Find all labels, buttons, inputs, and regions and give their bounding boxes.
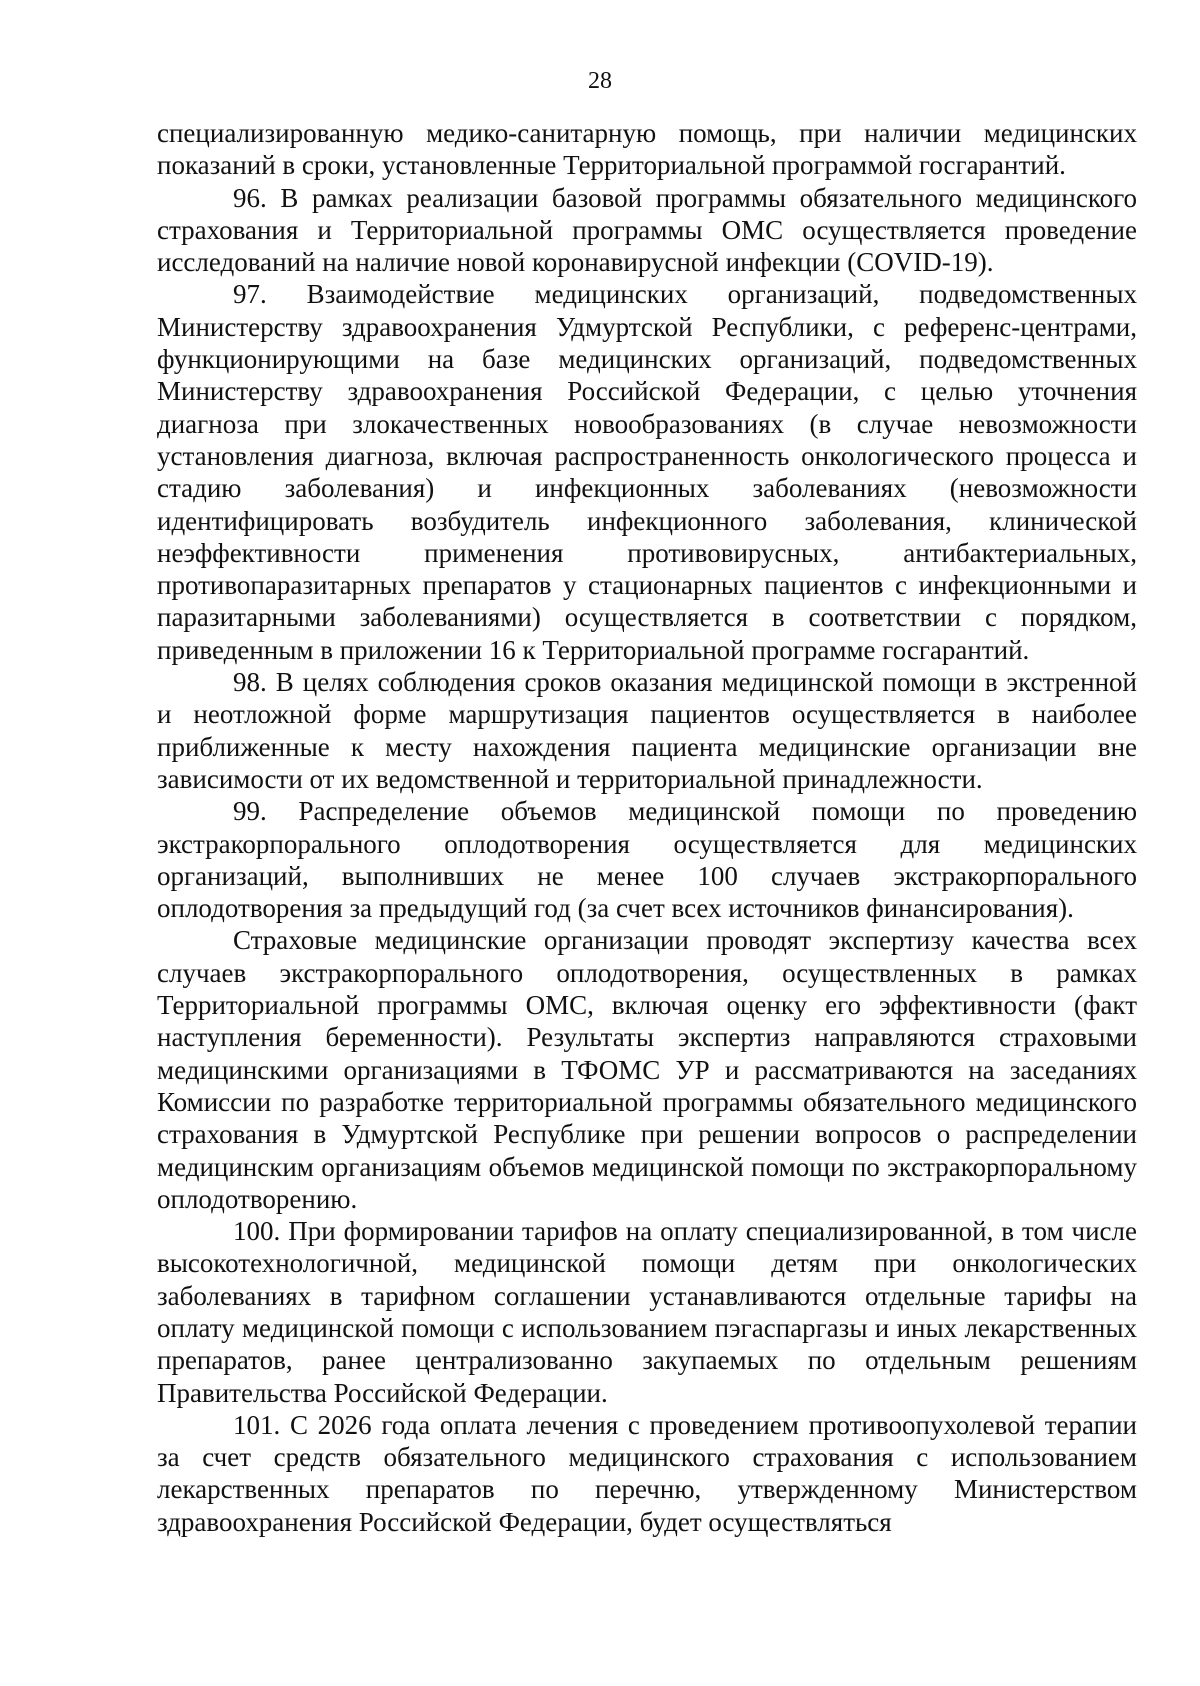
- paragraph-101: 101. С 2026 года оплата лечения с проведением противоопухолевой терапии за счет средств обязательного медицинского страхования с использованием лекарственных препаратов по перечню, утвержденному Министерством здравоохранения Российской Федерации, будет осуществляться: [157, 1409, 1137, 1537]
- page-number: 28: [588, 68, 612, 94]
- paragraph-98: 98. В целях соблюдения сроков оказания медицинской помощи в экстренной и неотложной форме маршрутизация пациентов осуществляется в наиболее приближенные к месту нахождения пациента медицинские организации вне зависимости от их ведомственной и территориальной принадлежности.: [157, 667, 1137, 794]
- paragraph-96: 96. В рамках реализации базовой программы обязательного медицинского страхования и Территориальной программы ОМС осуществляется проведение исследований на наличие новой коронавирусной инфекции (COVID-19).: [157, 182, 1137, 278]
- paragraph-99: 99. Распределение объемов медицинской помощи по проведению экстракорпорального оплодотворения осуществляется для медицинских организаций, выполнивших не менее 100 случаев экстракорпорального оплодотворения за предыдущий год (за счет всех источников финансирования).: [157, 796, 1137, 924]
- paragraph-99-continued: Страховые медицинские организации проводят экспертизу качества всех случаев экстракорпорального оплодотворения, осуществленных в рамках Территориальной программы ОМС, включая оценку его эффективности (факт наступления беременности). Результаты экспертиз направляются страховыми медицинскими организациями в ТФОМС УР и рассматриваются на заседаниях Комиссии по разработке территориальной программы обязательного медицинского страхования в Удмуртской Республике при решении вопросов о распределении медицинским организациям объемов медицинской помощи по экстракорпоральному оплодотворению.: [157, 925, 1137, 1214]
- paragraph-100: 100. При формировании тарифов на оплату специализированной, в том числе высокотехнологичной, медицинской помощи детям при онкологических заболеваниях в тарифном соглашении устанавливаются отдельные тарифы на оплату медицинской помощи с использованием пэгаспаргазы и иных лекарственных препаратов, ранее централизованно закупаемых по отдельным решениям Правительства Российской Федерации.: [157, 1216, 1137, 1408]
- paragraph-97: 97. Взаимодействие медицинских организаций, подведомственных Министерству здравоохранения Удмуртской Республики, с референс-центрами, функционирующими на базе медицинских организаций, подведомственных Министерству здравоохранения Российской Федерации, с целью уточнения диагноза при злокачественных новообразованиях (в случае невозможности установления диагноза, включая распространенность онкологического процесса и стадию заболевания) и инфекционных заболеваниях (невозможности идентифицировать возбудитель инфекционного заболевания, клинической неэффективности применения противовирусных, антибактериальных, противопаразитарных препаратов у стационарных пациентов с инфекционными и паразитарными заболеваниями) осуществляется в соответствии с порядком, приведенным в приложении 16 к Территориальной программе госгарантий.: [157, 279, 1137, 665]
- paragraph-continuation: специализированную медико-санитарную помощь, при наличии медицинских показаний в сроки, установленные Территориальной программой госгарантий.: [157, 118, 1137, 181]
- document-body: [157, 117, 1137, 1538]
